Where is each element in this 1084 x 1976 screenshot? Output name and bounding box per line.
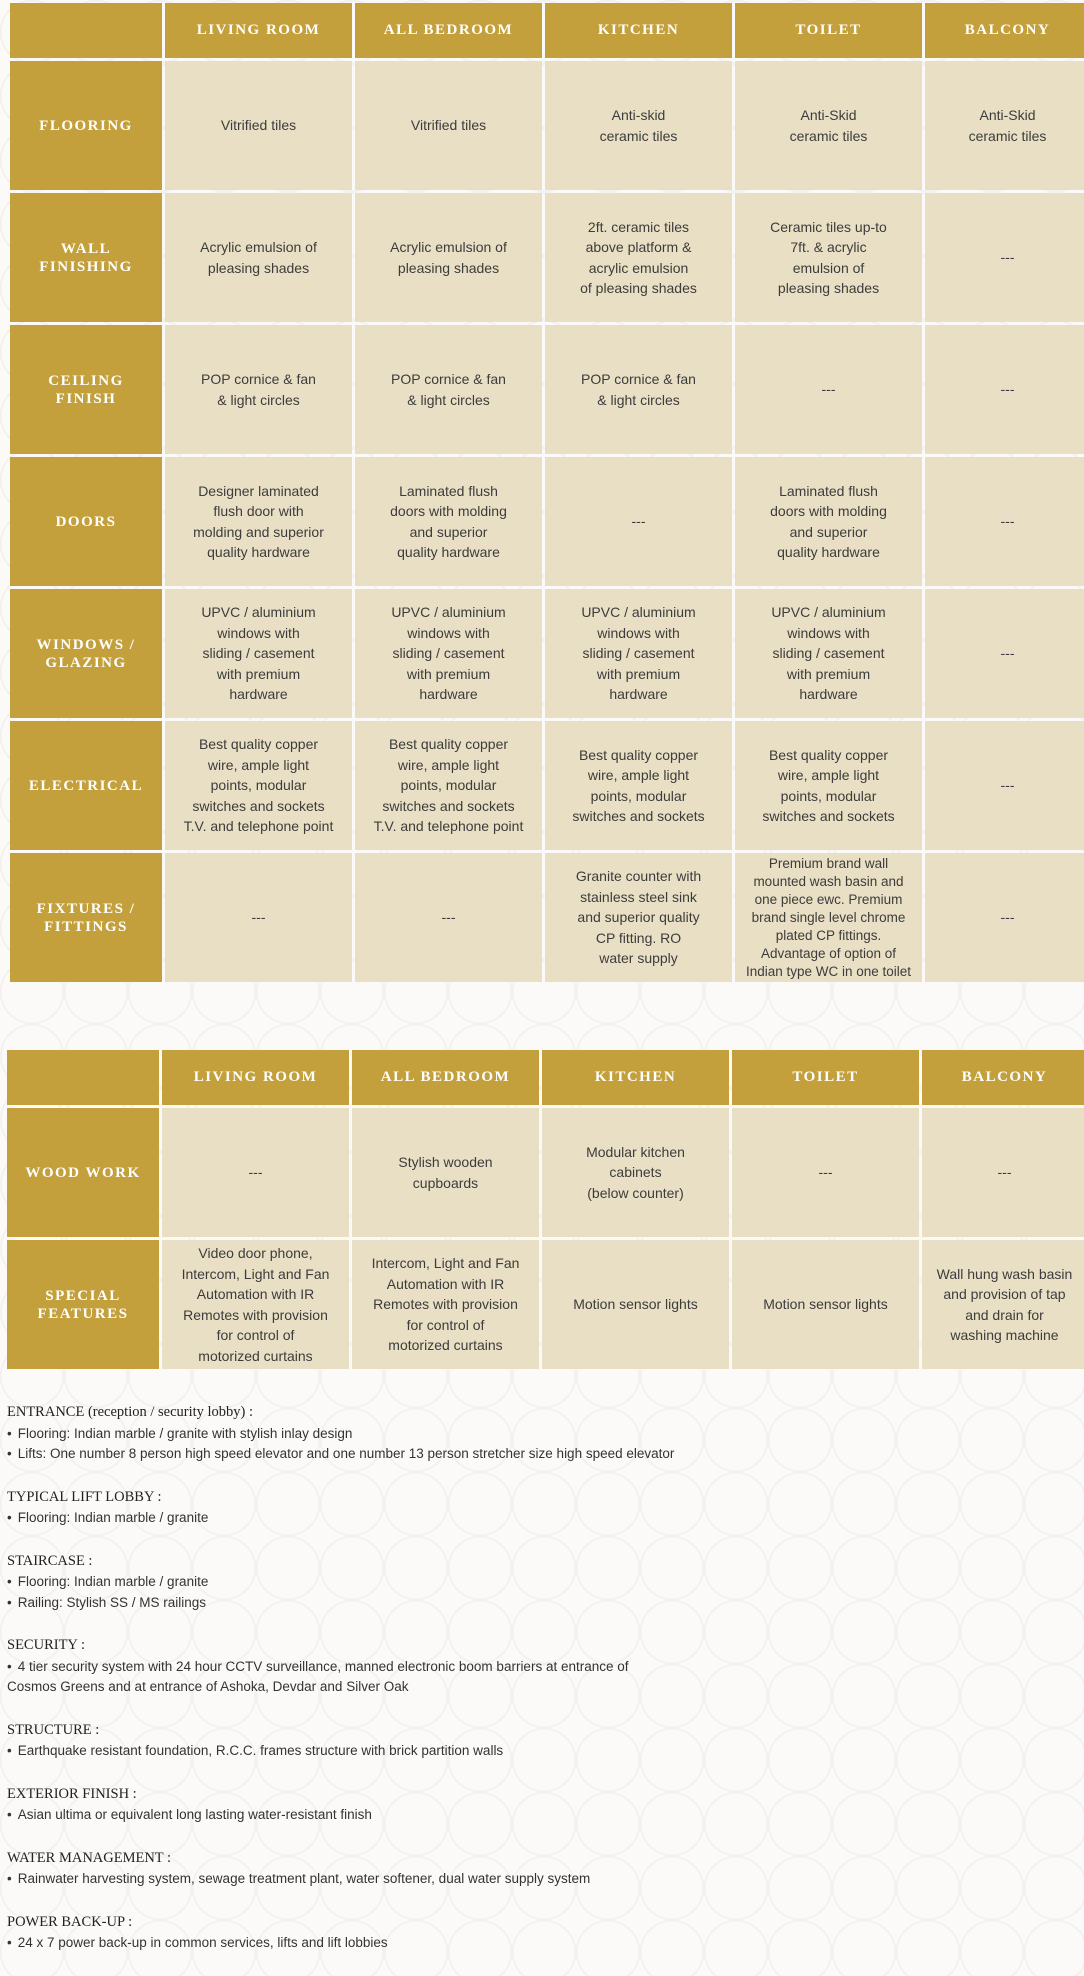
table-cell: Best quality copper wire, ample light points, modular switches and sockets T.V. and telephone point bbox=[355, 721, 542, 850]
table-cell: POP cornice & fan & light circles bbox=[545, 325, 732, 454]
section-title: STAIRCASE : bbox=[7, 1552, 93, 1569]
table-cell: Ceramic tiles up-to 7ft. & acrylic emulsion of pleasing shades bbox=[735, 193, 922, 322]
section-title: POWER BACK-UP : bbox=[7, 1913, 133, 1930]
table-cell: Modular kitchen cabinets (below counter) bbox=[542, 1108, 729, 1237]
table-cell: Anti-skid ceramic tiles bbox=[545, 61, 732, 190]
table-cell: UPVC / aluminium windows with sliding / casement with premium hardware bbox=[735, 589, 922, 718]
section-title: SECURITY : bbox=[7, 1637, 86, 1653]
table-cell: --- bbox=[165, 853, 352, 982]
row-header: WINDOWS / GLAZING bbox=[10, 589, 162, 718]
note-section-structure bbox=[7, 1720, 1067, 1762]
table-cell: --- bbox=[732, 1108, 919, 1237]
bullet-text: Flooring: Indian marble / granite bbox=[17, 1574, 209, 1589]
bullet-text: 4 tier security system with 24 hour CCTV surveillance, manned electronic boom barriers at entrance of Cosmos Greens and at entrance of Ashoka, Devdar and Silver Oak bbox=[7, 1658, 629, 1694]
bullet-text: Flooring: Indian marble / granite with stylish inlay design bbox=[17, 1425, 353, 1441]
table-row bbox=[10, 457, 1084, 586]
table-cell: Wall hung wash basin and provision of tap and drain for washing machine bbox=[922, 1240, 1084, 1369]
table-cell: POP cornice & fan & light circles bbox=[165, 325, 352, 454]
column-header: ALL BEDROOM bbox=[352, 1050, 539, 1105]
table-cell: Best quality copper wire, ample light points, modular switches and sockets bbox=[545, 721, 732, 850]
column-header: BALCONY bbox=[925, 3, 1084, 58]
section-title: ENTRANCE (reception / security lobby) : bbox=[7, 1404, 254, 1420]
table-row bbox=[10, 853, 1084, 982]
bullet-item: • 4 tier security system with 24 hour CCTV surveillance, manned electronic boom barriers at entrance of Cosmos Greens and at entrance of Ashoka, Devdar and Silver Oak bbox=[7, 1658, 629, 1694]
table-cell: Laminated flush doors with molding and superior quality hardware bbox=[735, 457, 922, 586]
table-cell: --- bbox=[545, 457, 732, 586]
table-cell: Best quality copper wire, ample light points, modular switches and sockets T.V. and telephone point bbox=[165, 721, 352, 850]
table-cell: UPVC / aluminium windows with sliding / casement with premium hardware bbox=[545, 589, 732, 718]
bullet-text: Flooring: Indian marble / granite bbox=[17, 1510, 209, 1525]
table-cell: Video door phone, Intercom, Light and Fan Automation with IR Remotes with provision for control of motorized curtains bbox=[162, 1240, 349, 1369]
bullet-item: • Railing: Stylish SS / MS railings bbox=[7, 1594, 207, 1610]
table-row bbox=[10, 61, 1084, 190]
specification-table-2 bbox=[4, 1047, 1084, 1372]
amenities-notes bbox=[7, 1402, 1067, 1976]
bullet-item: • Flooring: Indian marble / granite with stylish inlay design bbox=[7, 1425, 353, 1441]
table-row bbox=[7, 1108, 1084, 1237]
row-header: FLOORING bbox=[10, 61, 162, 190]
row-header: WOOD WORK bbox=[7, 1108, 159, 1237]
column-header: BALCONY bbox=[922, 1050, 1084, 1105]
bullet-text: Earthquake resistant foundation, R.C.C. frames structure with brick partition walls bbox=[17, 1743, 504, 1758]
row-header: WALL FINISHING bbox=[10, 193, 162, 322]
bullet-item: • 24 x 7 power back-up in common services, lifts and lift lobbies bbox=[7, 1935, 388, 1950]
column-header: LIVING ROOM bbox=[162, 1050, 349, 1105]
note-section-exterior-finish bbox=[7, 1784, 1067, 1826]
bullet-item: • Asian ultima or equivalent long lasting water-resistant finish bbox=[7, 1807, 372, 1822]
bullet-text: Asian ultima or equivalent long lasting water-resistant finish bbox=[17, 1807, 372, 1822]
column-header: TOILET bbox=[735, 3, 922, 58]
note-section-power-backup bbox=[7, 1912, 1067, 1954]
bullet-item: • Lifts: One number 8 person high speed elevator and one number 13 person stretcher size high speed elevator bbox=[7, 1446, 675, 1461]
bullet-item: • Flooring: Indian marble / granite bbox=[7, 1510, 209, 1525]
bullet-text: Rainwater harvesting system, sewage treatment plant, water softener, dual water supply system bbox=[17, 1871, 591, 1886]
table-row bbox=[7, 1240, 1084, 1369]
table-row bbox=[10, 721, 1084, 850]
note-section-entrance bbox=[7, 1402, 1067, 1465]
table-cell: Premium brand wall mounted wash basin and one piece ewc. Premium brand single level chrome plated CP fittings. Advantage of option of Indian type WC in one toilet bbox=[735, 853, 922, 982]
section-title: WATER MANAGEMENT : bbox=[7, 1849, 172, 1866]
section-title: TYPICAL LIFT LOBBY : bbox=[7, 1488, 162, 1505]
table-cell: --- bbox=[925, 457, 1084, 586]
table-cell: --- bbox=[925, 193, 1084, 322]
table-cell: --- bbox=[925, 853, 1084, 982]
column-header: KITCHEN bbox=[542, 1050, 729, 1105]
row-header: FIXTURES / FITTINGS bbox=[10, 853, 162, 982]
table-cell: --- bbox=[925, 589, 1084, 718]
header-corner bbox=[7, 1050, 159, 1105]
header-corner bbox=[10, 3, 162, 58]
section-title: STRUCTURE : bbox=[7, 1721, 100, 1738]
row-header: DOORS bbox=[10, 457, 162, 586]
table-cell: --- bbox=[735, 325, 922, 454]
table-cell: Acrylic emulsion of pleasing shades bbox=[355, 193, 542, 322]
note-section-water-management bbox=[7, 1848, 1067, 1890]
table-cell: Motion sensor lights bbox=[542, 1240, 729, 1369]
table-cell: Acrylic emulsion of pleasing shades bbox=[165, 193, 352, 322]
bullet-item: • Rainwater harvesting system, sewage treatment plant, water softener, dual water supply system bbox=[7, 1871, 591, 1886]
table-cell: Vitrified tiles bbox=[165, 61, 352, 190]
note-section-lift-lobby bbox=[7, 1487, 1067, 1529]
column-header: TOILET bbox=[732, 1050, 919, 1105]
table-cell: UPVC / aluminium windows with sliding / casement with premium hardware bbox=[355, 589, 542, 718]
column-header: ALL BEDROOM bbox=[355, 3, 542, 58]
table-cell: Best quality copper wire, ample light points, modular switches and sockets bbox=[735, 721, 922, 850]
table-cell: Designer laminated flush door with molding and superior quality hardware bbox=[165, 457, 352, 586]
column-header: LIVING ROOM bbox=[165, 3, 352, 58]
table-cell: UPVC / aluminium windows with sliding / casement with premium hardware bbox=[165, 589, 352, 718]
column-header: KITCHEN bbox=[545, 3, 732, 58]
bullet-item: • Earthquake resistant foundation, R.C.C. frames structure with brick partition walls bbox=[7, 1743, 504, 1758]
table-row bbox=[10, 325, 1084, 454]
row-header: CEILING FINISH bbox=[10, 325, 162, 454]
table-cell: --- bbox=[925, 325, 1084, 454]
table-cell: --- bbox=[162, 1108, 349, 1237]
table-cell: --- bbox=[355, 853, 542, 982]
table-row bbox=[10, 589, 1084, 718]
table-cell: Motion sensor lights bbox=[732, 1240, 919, 1369]
bullet-text: Railing: Stylish SS / MS railings bbox=[17, 1594, 207, 1610]
table-cell: Stylish wooden cupboards bbox=[352, 1108, 539, 1237]
table-header-row bbox=[7, 1050, 1084, 1105]
section-title: EXTERIOR FINISH : bbox=[7, 1785, 137, 1802]
table-cell: POP cornice & fan & light circles bbox=[355, 325, 542, 454]
table-cell: Granite counter with stainless steel sink and superior quality CP fitting. RO water supply bbox=[545, 853, 732, 982]
row-header: ELECTRICAL bbox=[10, 721, 162, 850]
table-header-row bbox=[10, 3, 1084, 58]
bullet-item: • Flooring: Indian marble / granite bbox=[7, 1574, 209, 1589]
note-section-security bbox=[7, 1635, 1067, 1698]
specification-table-1 bbox=[7, 0, 1084, 985]
table-cell: Intercom, Light and Fan Automation with IR Remotes with provision for control of motorized curtains bbox=[352, 1240, 539, 1369]
table-cell: 2ft. ceramic tiles above platform & acrylic emulsion of pleasing shades bbox=[545, 193, 732, 322]
table-cell: Anti-Skid ceramic tiles bbox=[925, 61, 1084, 190]
table-cell: --- bbox=[925, 721, 1084, 850]
row-header: SPECIAL FEATURES bbox=[7, 1240, 159, 1369]
table-cell: --- bbox=[922, 1108, 1084, 1237]
table-row bbox=[10, 193, 1084, 322]
note-section-staircase bbox=[7, 1551, 1067, 1614]
bullet-text: 24 x 7 power back-up in common services, lifts and lift lobbies bbox=[17, 1935, 388, 1950]
table-cell: Laminated flush doors with molding and superior quality hardware bbox=[355, 457, 542, 586]
table-cell: Vitrified tiles bbox=[355, 61, 542, 190]
bullet-text: Lifts: One number 8 person high speed elevator and one number 13 person stretcher size high speed elevator bbox=[17, 1446, 675, 1461]
table-cell: Anti-Skid ceramic tiles bbox=[735, 61, 922, 190]
